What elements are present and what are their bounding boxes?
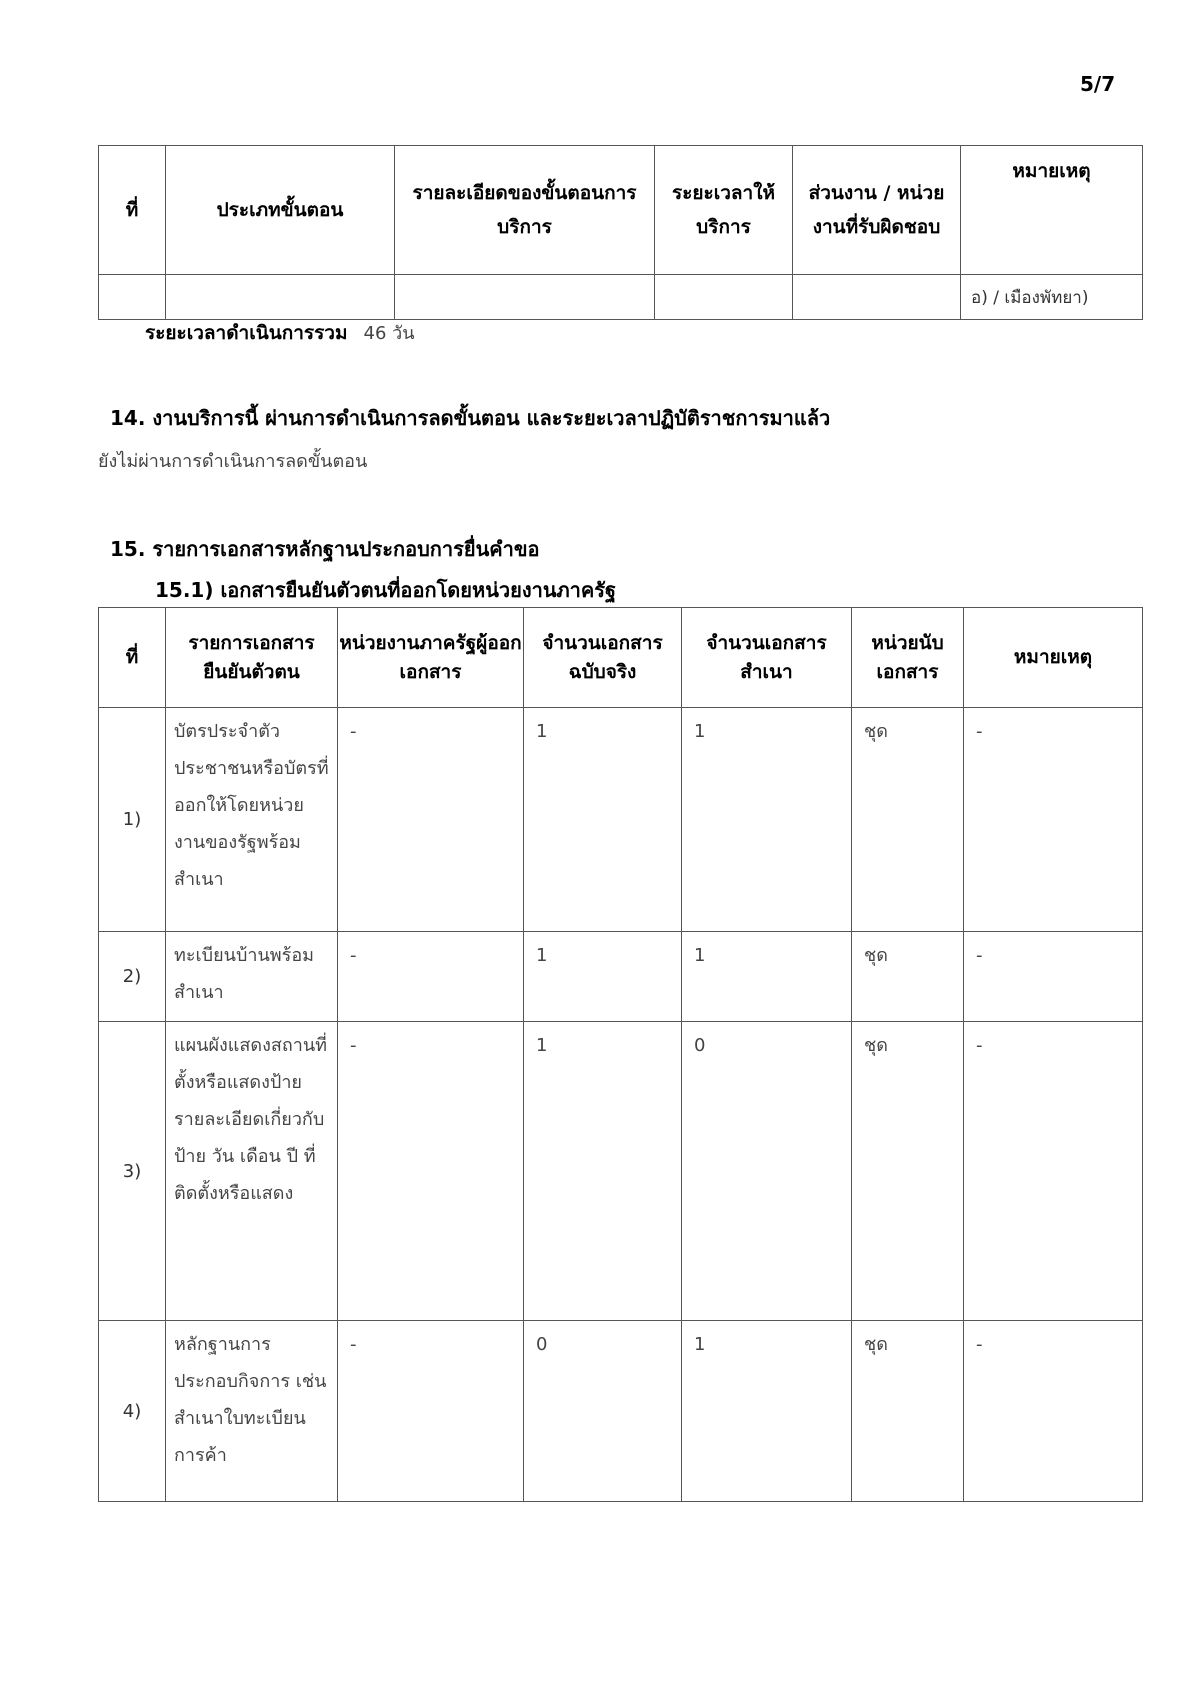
doc-name: บัตรประจำตัวประชาชนหรือบัตรที่ออกให้โดยหน่วยงานของรัฐพร้อมสำเนา [166,708,338,932]
column-header: ส่วนงาน / หน่วยงานที่รับผิดชอบ [793,146,961,275]
doc-copy-count: 1 [682,708,852,932]
doc-no: 4) [99,1321,166,1502]
doc-unit: ชุด [852,932,964,1022]
doc-no: 3) [99,1022,166,1321]
doc-original-count: 1 [524,1022,682,1321]
column-header: ที่ [99,146,166,275]
doc-note: - [964,1022,1143,1321]
column-header: หมายเหตุ [961,146,1143,275]
step-agency [793,275,961,320]
column-header: จำนวนเอกสารฉบับจริง [524,608,682,708]
doc-no: 1) [99,708,166,932]
doc-note: - [964,1321,1143,1502]
column-header: ที่ [99,608,166,708]
doc-name: หลักฐานการประกอบกิจการ เช่น สำเนาใบทะเบียนการค้า [166,1321,338,1502]
column-header: รายละเอียดของขั้นตอนการบริการ [395,146,655,275]
doc-no: 2) [99,932,166,1022]
step-note: อ) / เมืองพัทยา) [961,275,1143,320]
doc-issuer: - [338,1022,524,1321]
doc-original-count: 1 [524,708,682,932]
table-row [99,708,1143,932]
doc-copy-count: 1 [682,932,852,1022]
section-14-title: 14. งานบริการนี้ ผ่านการดำเนินการลดขั้นตอน และระยะเวลาปฏิบัติราชการมาแล้ว [110,406,831,430]
service-steps-table [98,145,1143,320]
column-header: หมายเหตุ [964,608,1143,708]
doc-copy-count: 0 [682,1022,852,1321]
step-detail [395,275,655,320]
doc-issuer: - [338,932,524,1022]
step-no [99,275,166,320]
table-row [99,1321,1143,1502]
doc-unit: ชุด [852,1321,964,1502]
section-15-title: 15. รายการเอกสารหลักฐานประกอบการยื่นคำขอ [110,537,540,561]
doc-name: แผนผังแสดงสถานที่ตั้งหรือแสดงป้าย รายละเอียดเกี่ยวกับป้าย วัน เดือน ปี ที่ติดตั้งหรือแสดง [166,1022,338,1321]
table-row [99,1022,1143,1321]
table-row [99,932,1143,1022]
doc-issuer: - [338,708,524,932]
table-row [99,275,1143,320]
section-14-text: ยังไม่ผ่านการดำเนินการลดขั้นตอน [98,451,368,472]
column-header: หน่วยงานภาครัฐผู้ออกเอกสาร [338,608,524,708]
column-header: ประเภทขั้นตอน [166,146,395,275]
doc-name: ทะเบียนบ้านพร้อมสำเนา [166,932,338,1022]
page-number: 5/7 [1080,72,1116,96]
total-time-value: 46 วัน [363,323,415,344]
total-time-label: ระยะเวลาดำเนินการรวม [145,322,348,344]
column-header: รายการเอกสารยืนยันตัวตน [166,608,338,708]
step-duration [655,275,793,320]
doc-note: - [964,708,1143,932]
section-15-1-title: 15.1) เอกสารยืนยันตัวตนที่ออกโดยหน่วยงานภาครัฐ [155,578,617,602]
doc-copy-count: 1 [682,1321,852,1502]
table-header-row [99,146,1143,275]
doc-original-count: 0 [524,1321,682,1502]
column-header: จำนวนเอกสารสำเนา [682,608,852,708]
doc-unit: ชุด [852,708,964,932]
column-header: หน่วยนับเอกสาร [852,608,964,708]
total-time-line [145,318,415,348]
step-type [166,275,395,320]
table-header-row [99,608,1143,708]
doc-note: - [964,932,1143,1022]
doc-issuer: - [338,1321,524,1502]
column-header: ระยะเวลาให้บริการ [655,146,793,275]
doc-original-count: 1 [524,932,682,1022]
identity-documents-table [98,607,1143,1502]
doc-unit: ชุด [852,1022,964,1321]
